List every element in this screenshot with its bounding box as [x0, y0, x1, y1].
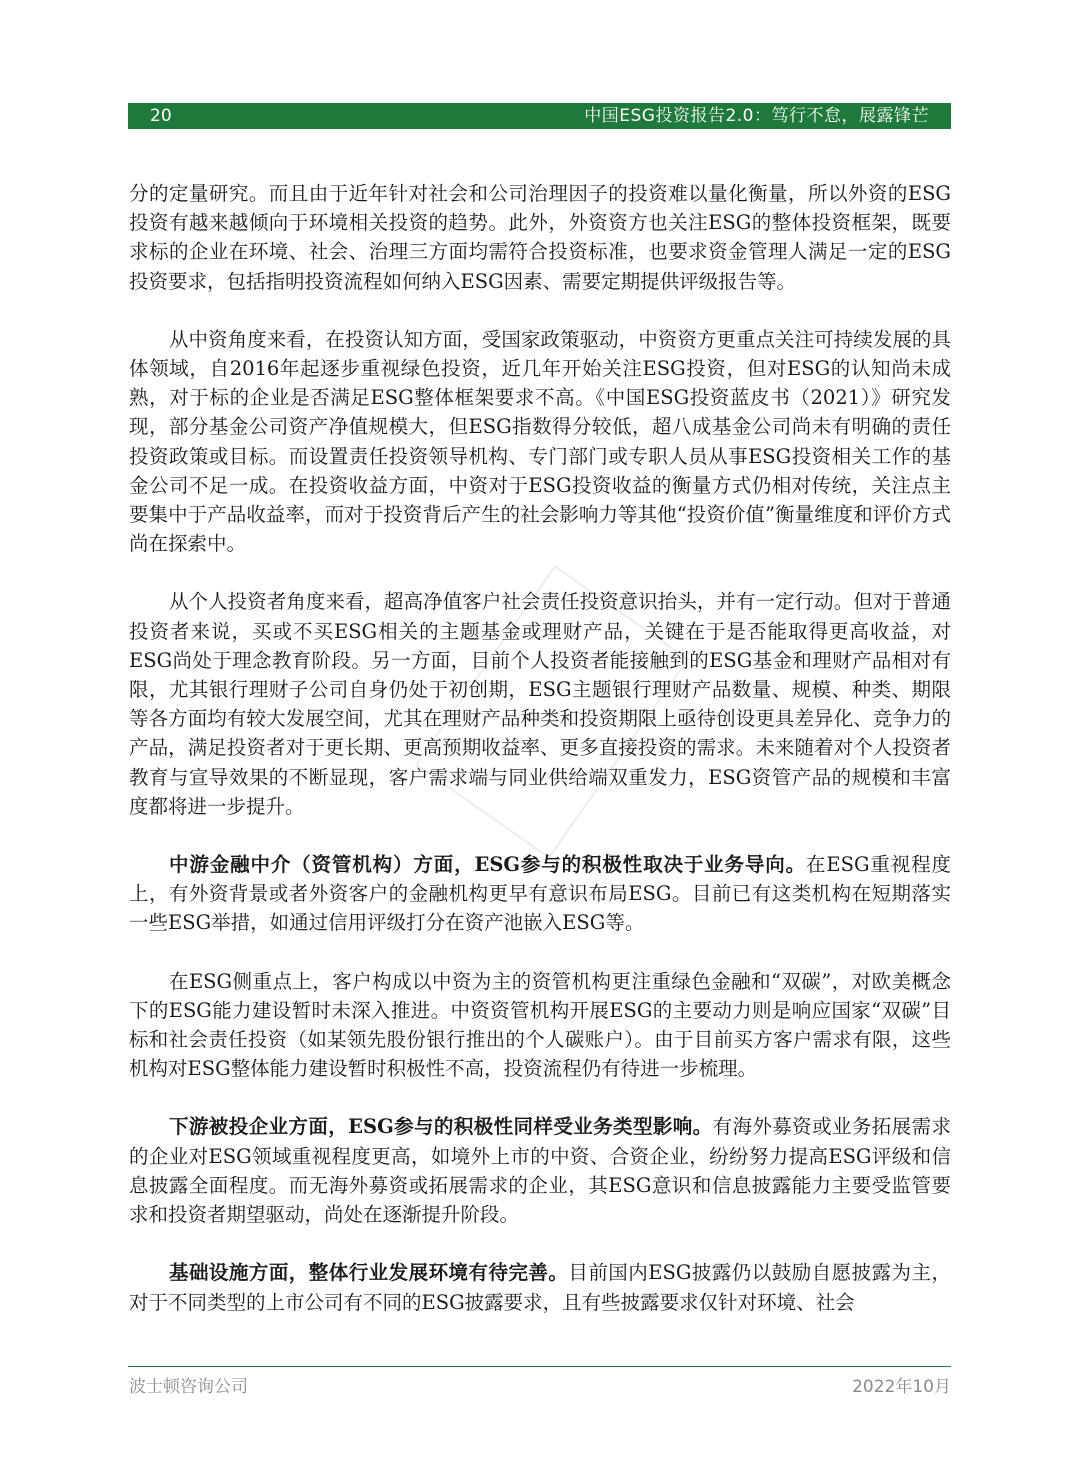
- paragraph: 基础设施方面，整体行业发展环境有待完善。目前国内ESG披露仍以鼓励自愿披露为主，对于不同类型的上市公司有不同的ESG披露要求，且有些披露要求仅针对环境、社会: [129, 1261, 951, 1314]
- footer-company: 波士顿咨询公司: [129, 1377, 248, 1397]
- paragraph-lead: 中游金融中介（资管机构）方面，ESG参与的积极性取决于业务导向。: [169, 853, 807, 877]
- paragraph: 在ESG侧重点上，客户构成以中资为主的资管机构更注重绿色金融和“双碳”，对欧美概念下的ESG能力建设暂时未深入推进。中资资管机构开展ESG的主要动力则是响应国家“双碳”目标和社会责任投资（如某领先股份银行推出的个人碳账户）。由于目前买方客户需求有限，这些机构对ESG整体能力建设暂时积极性不高，投资流程仍有待进一步梳理。: [129, 969, 951, 1081]
- paragraph-lead: 基础设施方面，整体行业发展环境有待完善。: [169, 1261, 569, 1285]
- page-number: 20: [150, 106, 172, 126]
- document-title: 中国ESG投资报告2.0：笃行不怠，展露锋芒: [584, 106, 929, 126]
- header-bar: [128, 103, 951, 129]
- footer-date: 2022年10月: [852, 1377, 951, 1397]
- paragraph: 中游金融中介（资管机构）方面，ESG参与的积极性取决于业务导向。在ESG重视程度上，有外资背景或者外资客户的金融机构更早有意识布局ESG。目前已有这类机构在短期落实一些ESG举措，如通过信用评级打分在资产池嵌入ESG等。: [129, 853, 952, 935]
- paragraph-lead: 下游被投企业方面，ESG参与的积极性同样受业务类型影响。: [169, 1115, 713, 1139]
- paragraph: 从中资角度来看，在投资认知方面，受国家政策驱动，中资资方更重点关注可持续发展的具体领域，自2016年起逐步重视绿色投资，近几年开始关注ESG投资，但对ESG的认知尚未成熟，对于标的企业是否满足ESG整体框架要求不高。《中国ESG投资蓝皮书（2021）》研究发现，部分基金公司资产净值规模大，但ESG指数得分较低，超八成基金公司尚未有明确的责任投资政策或目标。而设置责任投资领导机构、专门部门或专职人员从事ESG投资相关工作的基金公司不足一成。在投资收益方面，中资对于ESG投资收益的衡量方式仍相对传统，关注点主要集中于产品收益率，而对于投资背后产生的社会影响力等其他“投资价值”衡量维度和评价方式尚在探索中。: [129, 327, 951, 556]
- footer-divider: [128, 1366, 951, 1367]
- paragraph: 下游被投企业方面，ESG参与的积极性同样受业务类型影响。有海外募资或业务拓展需求的企业对ESG领域重视程度更高，如境外上市的中资、合资企业，纷纷努力提高ESG评级和信息披露全面程度。而无海外募资或拓展需求的企业，其ESG意识和信息披露能力主要受监管要求和投资者期望驱动，尚处在逐渐提升阶段。: [129, 1115, 951, 1227]
- body-text: [129, 179, 951, 1346]
- paragraph: 分的定量研究。而且由于近年针对社会和公司治理因子的投资难以量化衡量，所以外资的ESG投资有越来越倾向于环境相关投资的趋势。此外，外资资方也关注ESG的整体投资框架，既要求标的企业在环境、社会、治理三方面均需符合投资标准，也要求资金管理人满足一定的ESG投资要求，包括指明投资流程如何纳入ESG因素、需要定期提供评级报告等。: [129, 182, 951, 293]
- paragraph: 从个人投资者角度来看，超高净值客户社会责任投资意识抬头，并有一定行动。但对于普通投资者来说，买或不买ESG相关的主题基金或理财产品，关键在于是否能取得更高收益，对ESG尚处于理念教育阶段。另一方面，目前个人投资者能接触到的ESG基金和理财产品相对有限，尤其银行理财子公司自身仍处于初创期，ESG主题银行理财产品数量、规模、种类、期限等各方面均有较大发展空间，尤其在理财产品种类和投资期限上亟待创设更具差异化、竞争力的产品，满足投资者对于更长期、更高预期收益率、更多直接投资的需求。未来随着对个人投资者教育与宣导效果的不断显现，客户需求端与同业供给端双重发力，ESG资管产品的规模和丰富度都将进一步提升。: [129, 590, 951, 818]
